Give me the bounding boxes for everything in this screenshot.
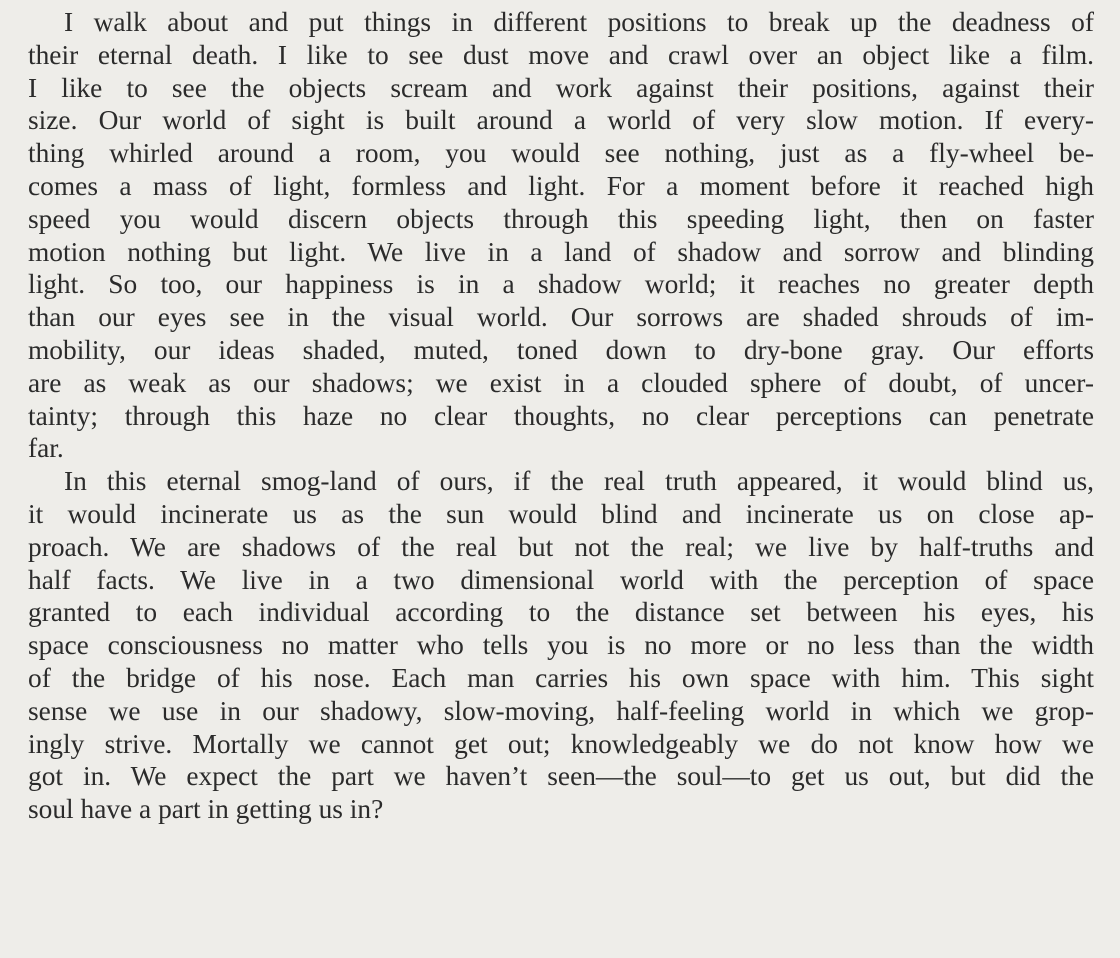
paragraph-1 — [28, 6, 1094, 465]
document-page — [28, 6, 1094, 826]
text-line: speed you would discern objects through this speeding light, then on faster — [28, 203, 1094, 234]
text-line: thing whirled around a room, you would see nothing, just as a fly-wheel be- — [28, 138, 1094, 169]
text-line: light. So too, our happiness is in a shadow world; it reaches no greater depth — [28, 269, 1094, 300]
text-line: I walk about and put things in different positions to break up the deadness of — [64, 7, 1094, 37]
text-line: than our eyes see in the visual world. Our sorrows are shaded shrouds of im- — [28, 302, 1094, 333]
text-line: comes a mass of light, formless and light. For a moment before it reached high — [28, 170, 1094, 201]
text-line: got in. We expect the part we haven’t seen—the soul—to get us out, but did the — [28, 761, 1094, 792]
text-line: half facts. We live in a two dimensional world with the perception of space — [28, 564, 1094, 595]
text-line: motion nothing but light. We live in a land of shadow and sorrow and blinding — [28, 236, 1094, 267]
paragraph-2 — [28, 465, 1094, 826]
text-line: of the bridge of his nose. Each man carries his own space with him. This sight — [28, 662, 1094, 693]
text-line: proach. We are shadows of the real but not the real; we live by half-truths and — [28, 531, 1094, 562]
text-line: granted to each individual according to the distance set between his eyes, his — [28, 597, 1094, 628]
text-line: mobility, our ideas shaded, muted, toned down to dry-bone gray. Our efforts — [28, 334, 1094, 365]
text-line: soul have a part in getting us in? — [28, 794, 384, 825]
text-line: In this eternal smog-land of ours, if the real truth appeared, it would blind us, — [64, 466, 1094, 497]
text-line: far. — [28, 433, 64, 464]
text-line: size. Our world of sight is built around a world of very slow motion. If every- — [28, 105, 1094, 136]
text-line: tainty; through this haze no clear thoughts, no clear perceptions can penetrate — [28, 400, 1094, 431]
text-line: ingly strive. Mortally we cannot get out; knowledgeably we do not know how we — [28, 728, 1094, 759]
text-line: sense we use in our shadowy, slow-moving, half-feeling world in which we grop- — [28, 695, 1094, 726]
text-line: it would incinerate us as the sun would blind and incinerate us on close ap- — [28, 498, 1094, 529]
text-line: I like to see the objects scream and work against their positions, against their — [28, 72, 1094, 103]
text-line: are as weak as our shadows; we exist in a clouded sphere of doubt, of uncer- — [28, 367, 1094, 398]
text-line: their eternal death. I like to see dust move and crawl over an object like a film. — [28, 39, 1094, 70]
text-line: space consciousness no matter who tells you is no more or no less than the width — [28, 630, 1094, 661]
